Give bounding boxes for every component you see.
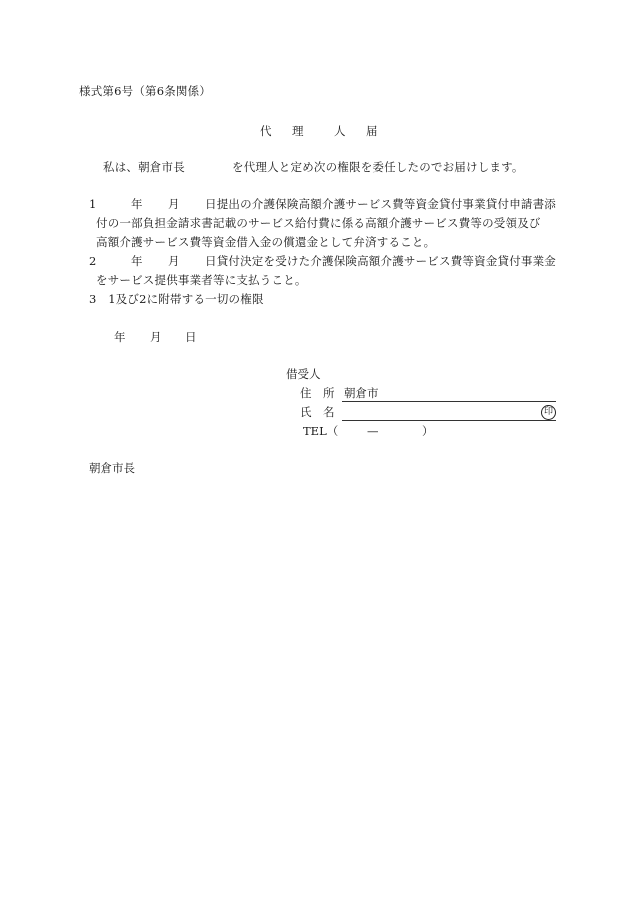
- borrower-heading: 借受人: [286, 367, 321, 381]
- tel-dash: —: [367, 424, 379, 438]
- address-label: 住 所: [300, 386, 335, 400]
- item2-line1: 日貸付決定を受けた介護保険高額介護サービス費等資金貸付事業金: [205, 254, 556, 268]
- title-char-4: 届: [366, 124, 378, 138]
- item1-month: 月: [168, 197, 180, 211]
- tel-label: TEL（: [303, 424, 339, 438]
- tel-close: ）: [422, 424, 434, 438]
- item2-month: 月: [168, 254, 180, 268]
- name-label: 氏 名: [300, 405, 335, 419]
- title-char-1: 代: [260, 124, 272, 138]
- item1-number: 1: [89, 197, 97, 211]
- item3-text: 3 1及び2に附帯する一切の権限: [89, 292, 264, 306]
- item2-number: 2: [89, 254, 97, 268]
- item1-line1: 日提出の介護保険高額介護サービス費等資金貸付事業貸付申請書添: [205, 197, 556, 211]
- seal-mark: 印: [541, 405, 556, 420]
- title-char-2: 理: [292, 124, 304, 138]
- addressee: 朝倉市長: [89, 461, 135, 475]
- address-underline: [342, 401, 556, 402]
- item2-line2: をサービス提供事業者等に支払うこと。: [96, 273, 307, 287]
- date-month: 月: [150, 330, 162, 344]
- title-char-3: 人: [334, 124, 346, 138]
- form-number: 様式第6号（第6条関係）: [79, 84, 212, 98]
- item1-year: 年: [131, 197, 143, 211]
- address-value: 朝倉市: [344, 386, 379, 400]
- item1-line3: 高額介護サービス費等資金借入金の償還金として弁済すること。: [96, 235, 436, 249]
- date-year: 年: [114, 330, 126, 344]
- intro-prefix: 私は、朝倉市長: [103, 160, 185, 174]
- date-day: 日: [185, 330, 197, 344]
- intro-suffix: を代理人と定め次の権限を委任したのでお届けします。: [232, 160, 524, 174]
- item2-year: 年: [131, 254, 143, 268]
- name-underline: [342, 420, 556, 421]
- item1-line2: 付の一部負担金請求書記載のサービス給付費に係る高額介護サービス費等の受領及び: [96, 216, 541, 230]
